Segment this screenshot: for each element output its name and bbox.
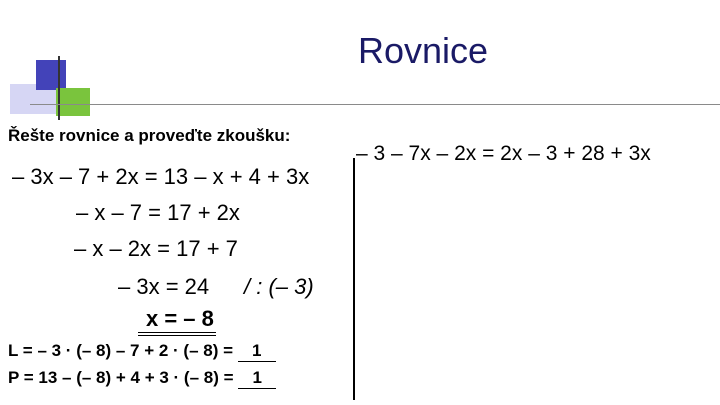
check-right (8, 368, 276, 389)
step-3: – x – 2x = 17 + 7 (74, 236, 238, 261)
check-left-expression: L = – 3 · (– 8) – 7 + 2 · (– 8) = (8, 341, 234, 360)
right-step-1: – 3 – 7x – 2x = 2x – 3 + 28 + 3x (356, 142, 651, 165)
check-left-result: 1 (238, 341, 276, 362)
column-divider (353, 158, 355, 400)
check-right-result: 1 (238, 368, 276, 389)
solution-text: x = – 8 (146, 306, 214, 331)
slide-title: Rovnice (357, 30, 489, 71)
deco-horizontal-line (30, 104, 720, 105)
step-4-operation: / : (– 3) (244, 274, 314, 299)
check-left (8, 341, 276, 362)
step-1: – 3x – 7 + 2x = 13 – x + 4 + 3x (12, 164, 310, 189)
instruction-text: Řešte rovnice a proveďte zkoušku: (8, 126, 291, 145)
deco-green-square (56, 88, 90, 116)
check-right-expression: P = 13 – (– 8) + 4 + 3 · (– 8) = (8, 368, 234, 387)
solution (138, 306, 216, 336)
step-4: – 3x = 24 (118, 274, 210, 299)
step-2: – x – 7 = 17 + 2x (76, 200, 240, 225)
